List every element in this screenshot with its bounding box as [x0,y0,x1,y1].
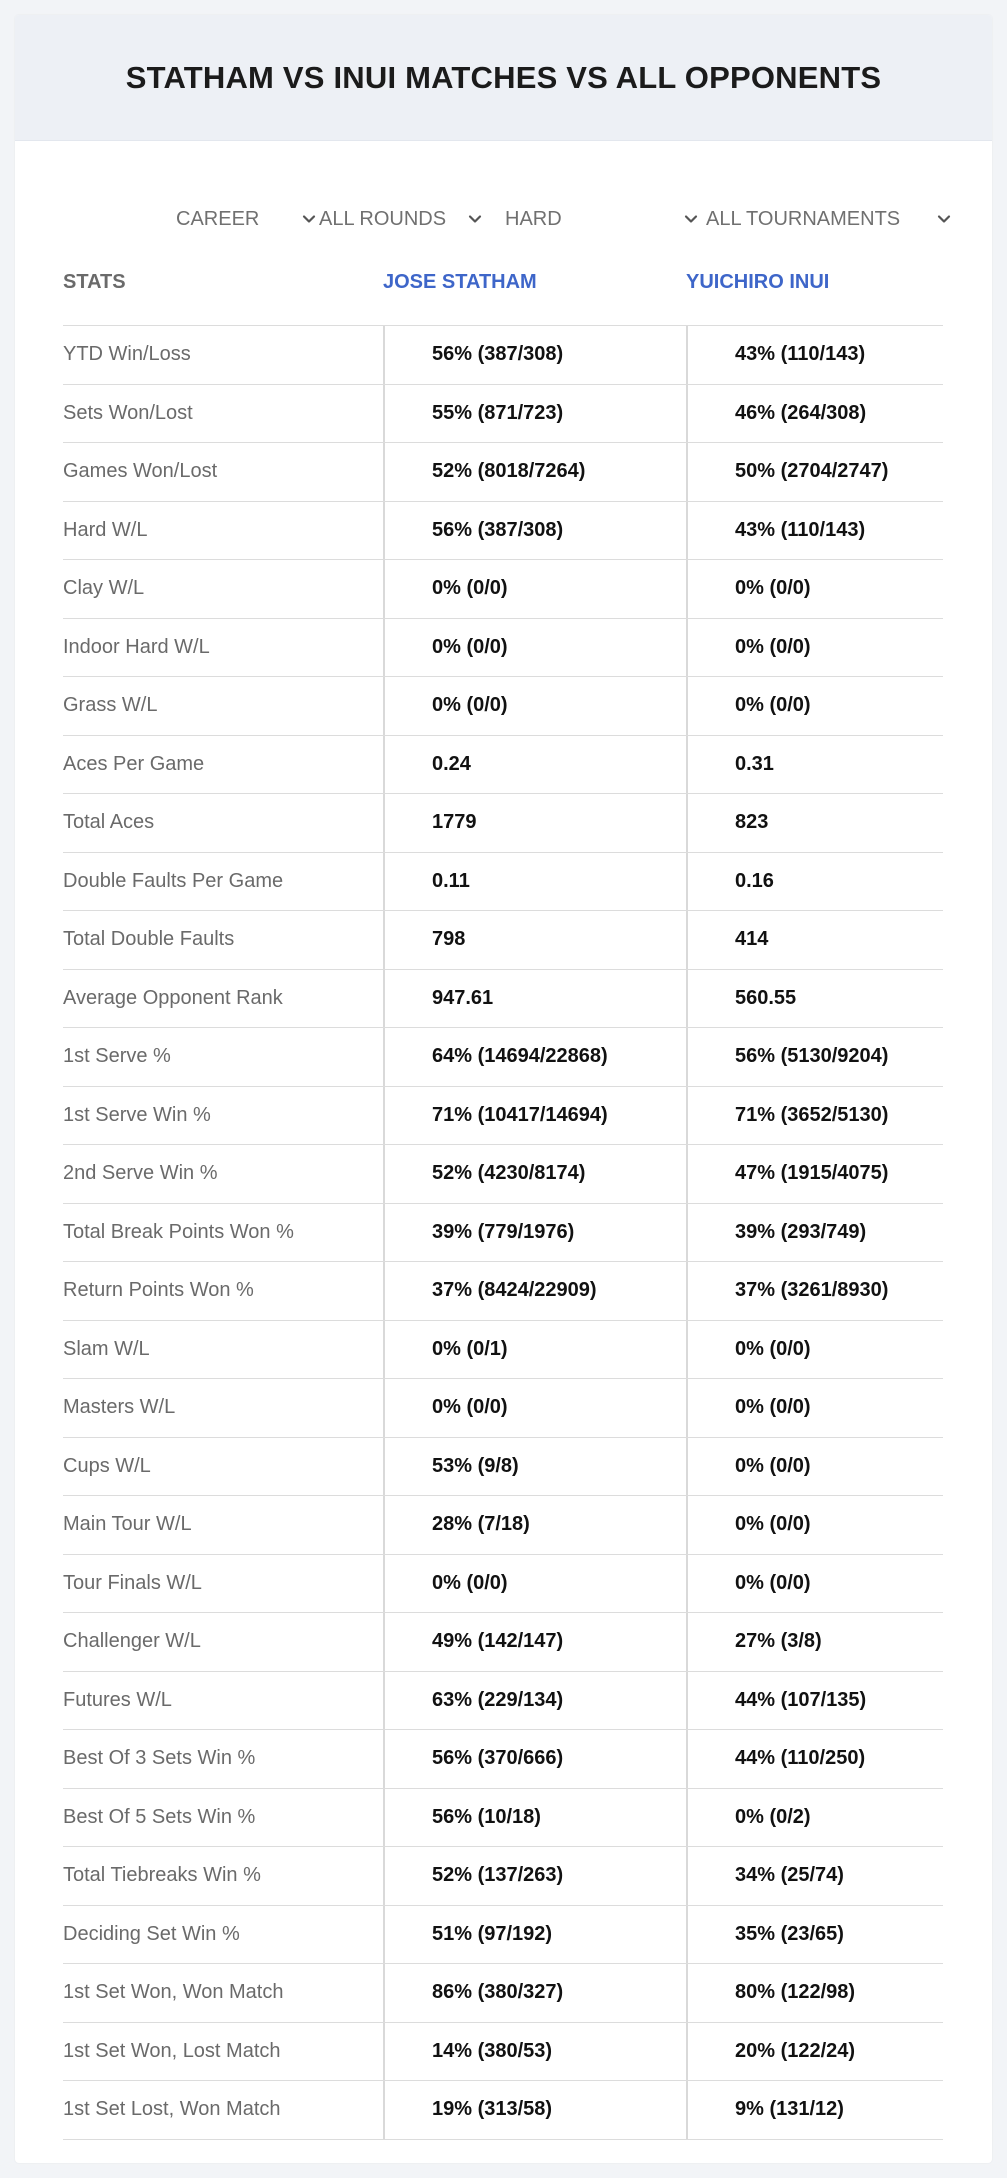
stat-name-cell: Best Of 5 Sets Win % [63,1805,256,1828]
chevron-down-icon [936,211,952,227]
table-row [63,1262,943,1321]
table-row [63,677,943,736]
stat-name-cell: Futures W/L [63,1688,172,1711]
table-row [63,1087,943,1146]
table-row [63,560,943,619]
stat-name-cell: Double Faults Per Game [63,869,284,892]
stat-name-cell: 1st Serve % [63,1045,171,1068]
player1-value-cell: 52% (8018/7264) [383,443,685,501]
table-row [63,794,943,853]
stat-name-cell: Total Aces [63,811,155,834]
stat-name-cell: 1st Set Won, Lost Match [63,2039,281,2062]
player2-value-cell: 414 [686,911,943,969]
surface-filter-select[interactable] [505,197,699,241]
stats-column-header: STATS [63,271,126,293]
table-row [63,1438,943,1497]
player1-value-cell: 19% (313/58) [383,2081,685,2139]
stat-name-cell: 2nd Serve Win % [63,1162,218,1185]
player2-value-cell: 50% (2704/2747) [686,443,943,501]
table-row [63,1672,943,1731]
filter-label: ALL TOURNAMENTS [706,207,901,230]
stat-name-cell: Cups W/L [63,1454,151,1477]
stat-name-cell: Games Won/Lost [63,460,218,483]
rounds-filter-select[interactable] [319,197,483,241]
player1-value-cell: 39% (779/1976) [383,1204,685,1262]
player1-value-cell: 53% (9/8) [383,1438,685,1496]
table-row [63,2081,943,2140]
player2-value-cell: 9% (131/12) [686,2081,943,2139]
table-body [63,326,943,2140]
table-row [63,326,943,385]
player1-value-cell: 56% (387/308) [383,502,685,560]
player2-value-cell: 44% (107/135) [686,1672,943,1730]
stat-name-cell: Aces Per Game [63,752,205,775]
player2-value-cell: 39% (293/749) [686,1204,943,1262]
stat-name-cell: Tour Finals W/L [63,1571,202,1594]
table-row [63,1204,943,1263]
player1-value-cell: 56% (370/666) [383,1730,685,1788]
player1-value-cell: 55% (871/723) [383,385,685,443]
player1-value-cell: 86% (380/327) [383,1964,685,2022]
player2-value-cell: 47% (1915/4075) [686,1145,943,1203]
table-row [63,736,943,795]
stat-name-cell: Grass W/L [63,694,158,717]
player1-value-cell: 56% (10/18) [383,1789,685,1847]
table-row [63,1906,943,1965]
stat-name-cell: Hard W/L [63,518,148,541]
table-row [63,1379,943,1438]
player2-value-cell: 0% (0/0) [686,560,943,618]
chevron-down-icon [683,211,699,227]
stat-name-cell: Indoor Hard W/L [63,635,210,658]
player1-value-cell: 798 [383,911,685,969]
player1-value-cell: 64% (14694/22868) [383,1028,685,1086]
page-header [15,15,992,141]
stat-name-cell: YTD Win/Loss [63,343,191,366]
player2-value-cell: 0% (0/0) [686,1438,943,1496]
player2-column-header[interactable]: YUICHIRO INUI [686,271,830,293]
table-row [63,502,943,561]
stat-name-cell: Slam W/L [63,1337,150,1360]
player2-value-cell: 0.31 [686,736,943,794]
table-row [63,1730,943,1789]
table-row [63,970,943,1029]
player2-value-cell: 0% (0/0) [686,1496,943,1554]
chevron-down-icon [467,211,483,227]
player1-column-header[interactable]: JOSE STATHAM [383,271,537,293]
table-row [63,1028,943,1087]
player1-value-cell: 52% (4230/8174) [383,1145,685,1203]
player1-value-cell: 28% (7/18) [383,1496,685,1554]
stat-name-cell: Total Break Points Won % [63,1220,294,1243]
table-row [63,1847,943,1906]
stat-name-cell: Masters W/L [63,1396,176,1419]
stat-name-cell: Total Double Faults [63,928,235,951]
tournaments-filter-select[interactable] [706,197,952,241]
table-row [63,1613,943,1672]
table-row [63,1964,943,2023]
player1-value-cell: 0% (0/0) [383,619,685,677]
table-row [63,619,943,678]
player2-value-cell: 0% (0/0) [686,619,943,677]
player1-value-cell: 37% (8424/22909) [383,1262,685,1320]
table-header [63,262,943,326]
player2-value-cell: 0% (0/0) [686,677,943,735]
player1-value-cell: 0% (0/0) [383,677,685,735]
stat-name-cell: Return Points Won % [63,1279,254,1302]
table-row [63,1145,943,1204]
player1-value-cell: 63% (229/134) [383,1672,685,1730]
stat-name-cell: Challenger W/L [63,1630,201,1653]
player1-value-cell: 0.11 [383,853,685,911]
player2-value-cell: 560.55 [686,970,943,1028]
stat-name-cell: Average Opponent Rank [63,986,283,1009]
table-row [63,853,943,912]
filter-label: CAREER [176,207,260,230]
player2-value-cell: 0% (0/0) [686,1379,943,1437]
player1-value-cell: 0% (0/0) [383,1379,685,1437]
stat-name-cell: Best Of 3 Sets Win % [63,1747,256,1770]
table-row [63,1321,943,1380]
chevron-down-icon [301,211,317,227]
player2-value-cell: 34% (25/74) [686,1847,943,1905]
table-row [63,911,943,970]
player2-value-cell: 37% (3261/8930) [686,1262,943,1320]
table-row [63,1789,943,1848]
stat-name-cell: Deciding Set Win % [63,1922,240,1945]
player1-value-cell: 49% (142/147) [383,1613,685,1671]
player2-value-cell: 43% (110/143) [686,326,943,384]
stat-name-cell: Clay W/L [63,577,145,600]
table-row [63,2023,943,2082]
player2-value-cell: 80% (122/98) [686,1964,943,2022]
player1-value-cell: 947.61 [383,970,685,1028]
player2-value-cell: 43% (110/143) [686,502,943,560]
stats-table [63,262,943,2140]
player2-value-cell: 27% (3/8) [686,1613,943,1671]
player2-value-cell: 0.16 [686,853,943,911]
stat-name-cell: Total Tiebreaks Win % [63,1864,261,1887]
page-title: STATHAM VS INUI MATCHES VS ALL OPPONENTS [125,59,882,95]
career-filter-select[interactable] [176,197,317,241]
stat-name-cell: 1st Set Lost, Won Match [63,2098,281,2121]
player2-value-cell: 0% (0/0) [686,1555,943,1613]
player1-value-cell: 0% (0/0) [383,560,685,618]
table-row [63,1555,943,1614]
player1-value-cell: 1779 [383,794,685,852]
table-row [63,443,943,502]
player2-value-cell: 35% (23/65) [686,1906,943,1964]
player1-value-cell: 0% (0/0) [383,1555,685,1613]
player1-value-cell: 14% (380/53) [383,2023,685,2081]
player1-value-cell: 51% (97/192) [383,1906,685,1964]
player1-value-cell: 0.24 [383,736,685,794]
stats-card [15,15,992,2163]
table-row [63,385,943,444]
player2-value-cell: 20% (122/24) [686,2023,943,2081]
player1-value-cell: 71% (10417/14694) [383,1087,685,1145]
player2-value-cell: 46% (264/308) [686,385,943,443]
stat-name-cell: Sets Won/Lost [63,401,193,424]
player2-value-cell: 0% (0/2) [686,1789,943,1847]
player2-value-cell: 0% (0/0) [686,1321,943,1379]
filter-label: HARD [505,207,562,230]
player2-value-cell: 71% (3652/5130) [686,1087,943,1145]
player1-value-cell: 56% (387/308) [383,326,685,384]
filter-bar [15,197,992,263]
filter-label: ALL ROUNDS [319,207,447,230]
player1-value-cell: 0% (0/1) [383,1321,685,1379]
player2-value-cell: 44% (110/250) [686,1730,943,1788]
stat-name-cell: 1st Serve Win % [63,1103,211,1126]
stat-name-cell: Main Tour W/L [63,1513,192,1536]
player2-value-cell: 823 [686,794,943,852]
player2-value-cell: 56% (5130/9204) [686,1028,943,1086]
player1-value-cell: 52% (137/263) [383,1847,685,1905]
stat-name-cell: 1st Set Won, Won Match [63,1981,284,2004]
table-row [63,1496,943,1555]
